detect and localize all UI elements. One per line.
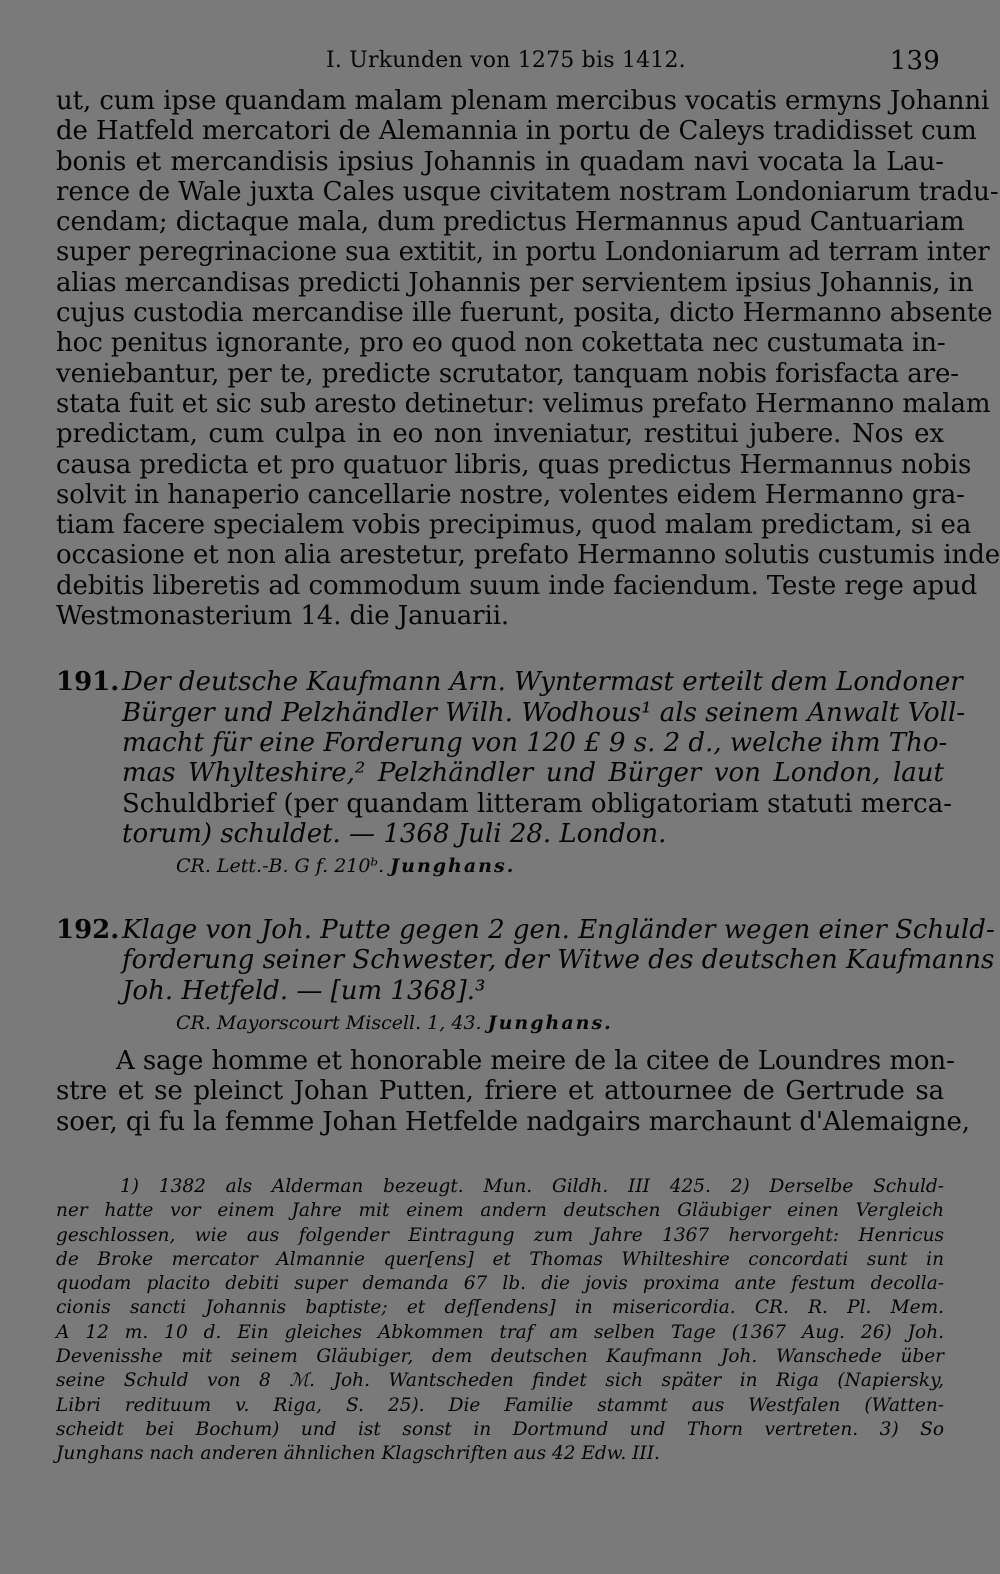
regest-line: Joh. Hetfeld. — [um 1368].³ xyxy=(122,975,486,1006)
page-number: 139 xyxy=(889,46,940,76)
regest-line: torum) schuldet. — 1368 Juli 28. London. xyxy=(122,818,667,849)
footnote-line: geschlossen, wie aus folgender Eintragung zum Jahre 1367 hervorgeht: Henricus xyxy=(56,1224,944,1246)
regest-line: mas Whylteshire,² Pelzhändler und Bürger von London, laut xyxy=(122,758,944,789)
entry-number: 192. xyxy=(56,915,120,946)
footnote-line: quodam placito debiti super demanda 67 lb. die jovis proxima ante festum decolla- xyxy=(56,1273,944,1295)
footnotes xyxy=(56,1175,944,1467)
entry-191 xyxy=(56,667,966,879)
entry-192 xyxy=(56,915,995,1137)
entry-192-text xyxy=(56,1046,970,1137)
running-head xyxy=(56,36,944,86)
entry-192-regest xyxy=(56,915,995,1006)
footnote-line: scheidt bei Bochum) und ist sonst in Dortmund und Thorn vertreten. 3) So xyxy=(56,1418,944,1440)
entry-191-regest xyxy=(56,667,966,849)
text-line: super peregrinacione sua extitit, in portu Londoniarum ad terram inter xyxy=(56,237,990,268)
footnote-line: seine Schuld von 8 ℳ. Joh. Wantscheden findet sich später in Riga (Napiersky, xyxy=(56,1370,944,1392)
footnote-line: Junghans nach anderen ähnlichen Klagschriften aus 42 Edw. III. xyxy=(56,1443,660,1465)
text-line: ut, cum ipse quandam malam plenam mercibus vocatis ermyns Johanni xyxy=(56,86,990,116)
entry-192-source xyxy=(56,1010,944,1036)
text-line: stre et se pleinct Johan Putten, friere et attournee de Gertrude sa xyxy=(56,1076,944,1107)
text-line: hoc penitus ignorante, pro eo quod non cokettata nec custumata in- xyxy=(56,328,946,359)
running-title: I. Urkunden von 1275 bis 1412. xyxy=(326,48,686,73)
document-body-continuation xyxy=(56,86,1000,632)
regest-line: Bürger und Pelzhändler Wilh. Wodhous¹ als seinem Anwalt Voll- xyxy=(122,697,966,728)
text-line: cendam; dictaque mala, dum predictus Hermannus apud Cantuariam xyxy=(56,207,965,238)
regest-line: Schuldbrief (per quandam litteram obligatoriam statuti merca- xyxy=(122,788,952,819)
footnote-line: Libri redituum v. Riga, S. 25). Die Familie stammt aus Westfalen (Watten- xyxy=(56,1394,944,1416)
source-citation: CR. Mayorscourt Miscell. 1, 43. xyxy=(176,1012,482,1035)
text-line: Westmonasterium 14. die Januarii. xyxy=(56,601,510,632)
text-line: debitis liberetis ad commodum suum inde faciendum. Teste rege apud xyxy=(56,570,978,601)
source-editor: Junghans. xyxy=(390,855,516,878)
text-line: alias mercandisas predicti Johannis per servientem ipsius Johannis, in xyxy=(56,267,974,298)
footnote-line: ner hatte vor einem Jahre mit einem andern deutschen Gläubiger einen Vergleich xyxy=(56,1200,944,1222)
text-line: occasione et non alia arestetur, prefato Hermanno solutis custumis inde xyxy=(56,540,1000,571)
regest-line: macht für eine Forderung von 120 £ 9 s. 2 d., welche ihm Tho- xyxy=(122,727,948,758)
text-line: rence de Wale juxta Cales usque civitatem nostram Londoniarum tradu- xyxy=(56,176,999,207)
regest-line: Klage von Joh. Putte gegen 2 gen. Engländer wegen einer Schuld- xyxy=(122,915,995,946)
text-line: soer, qi fu la femme Johan Hetfelde nadgairs marchaunt d'Alemaigne, xyxy=(56,1106,970,1137)
regest-line: forderung seiner Schwester, der Witwe des deutschen Kaufmanns xyxy=(122,945,995,976)
source-editor: Junghans. xyxy=(487,1012,613,1035)
source-citation: CR. Lett.-B. G f. 210ᵇ. xyxy=(176,855,385,878)
text-line: stata fuit et sic sub aresto detinetur: velimus prefato Hermanno malam xyxy=(56,388,991,419)
text-line: solvit in hanaperio cancellarie nostre, volentes eidem Hermanno gra- xyxy=(56,479,965,510)
footnote-line: A 12 m. 10 d. Ein gleiches Abkommen traf am selben Tage (1367 Aug. 26) Joh. xyxy=(56,1321,944,1343)
footnote-line: cionis sancti Johannis baptiste; et def[endens] in misericordia. CR. R. Pl. Mem. xyxy=(56,1297,944,1319)
footnote-line: 1) 1382 als Alderman bezeugt. Mun. Gildh. III 425. 2) Derselbe Schuld- xyxy=(120,1175,944,1197)
text-line: bonis et mercandisis ipsius Johannis in quadam navi vocata la Lau- xyxy=(56,146,944,177)
footnote-line: Devenisshe mit seinem Gläubiger, dem deutschen Kaufmann Joh. Wanschede über xyxy=(56,1345,944,1367)
regest-line: Der deutsche Kaufmann Arn. Wyntermast erteilt dem Londoner xyxy=(122,667,963,698)
text-line: causa predicta et pro quatuor libris, quas predictus Hermannus nobis xyxy=(56,449,972,480)
entry-number: 191. xyxy=(56,667,120,698)
footnote-line: de Broke mercator Almannie quer[ens] et Thomas Whilteshire concordati sunt in xyxy=(56,1248,944,1270)
text-line: predictam, cum culpa in eo non inveniatur, restitui jubere. Nos ex xyxy=(56,419,944,450)
text-line: cujus custodia mercandise ille fuerunt, posita, dicto Hermanno absente xyxy=(56,298,993,329)
text-line: veniebantur, per te, predicte scrutator, tanquam nobis forisfacta are- xyxy=(56,358,959,389)
text-line: de Hatfeld mercatori de Alemannia in portu de Caleys tradidisset cum xyxy=(56,116,977,147)
text-line: tiam facere specialem vobis precipimus, quod malam predictam, si ea xyxy=(56,510,972,541)
text-line: A sage homme et honorable meire de la citee de Loundres mon- xyxy=(116,1046,955,1077)
entry-191-source xyxy=(56,853,944,879)
